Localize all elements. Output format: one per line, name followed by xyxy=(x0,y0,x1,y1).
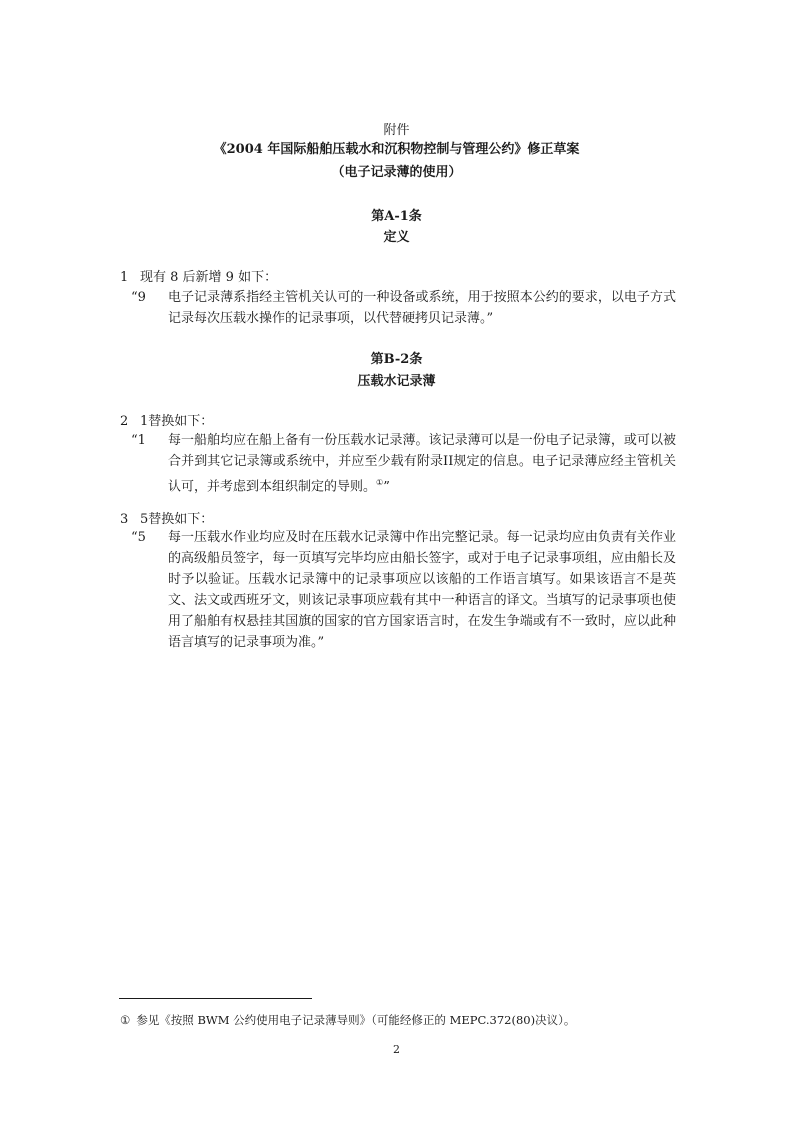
page-number: 2 xyxy=(393,1043,400,1056)
quote-paragraph-9 xyxy=(131,287,676,329)
quote-number: “9 xyxy=(131,290,146,305)
footnote-text: 参见《按照 BWM 公约使用电子记录薄导则》（可能经修正的 MEPC.372(80)决议）。 xyxy=(136,1013,576,1027)
annex-label: 附件 xyxy=(383,123,410,138)
quote-close: ” xyxy=(383,479,390,495)
rule-a1-number: 第A-1条 xyxy=(371,209,422,224)
quote-text: 每一压载水作业均应及时在压载水记录簿中作出完整记录。每一记录均应由负责有关作业的高级船员签字，每一页填写完毕均应由船长签字，或对于电子记录事项组，应由船长及时予以验证。压载水记录簿中的记录事项应以该船的工作语言填写。如果该语言不是英文、法文或西班牙文，则该记录事项应载有其中一种语言的译文。当填写的记录事项也使用了船舶有权悬挂其国旗的国家的官方国家语言时，在发生争端或有不一致时，应以此种语言填写的记录事项为准。” xyxy=(168,530,676,650)
paragraph-number: 2 xyxy=(120,414,129,429)
document-subtitle: （电子记录薄的使用） xyxy=(331,165,462,180)
paragraph-intro-text: 5替换如下： xyxy=(140,512,214,527)
footnote-mark: ① xyxy=(120,1013,131,1027)
footnote-reference[interactable]: ① xyxy=(376,478,384,487)
rule-b2-number: 第B-2条 xyxy=(370,352,423,367)
quote-text-container xyxy=(168,430,676,497)
rule-a1-name: 定义 xyxy=(383,230,410,245)
paragraph-2-intro xyxy=(120,410,213,429)
quote-paragraph-5 xyxy=(131,527,676,653)
paragraph-intro-text: 1替换如下： xyxy=(140,414,214,429)
quote-text: 每一船舶均应在船上备有一份压载水记录薄。该记录薄可以是一份电子记录簿，或可以被合并到其它记录簿或系统中，并应至少载有附录II规定的信息。电子记录薄应经主管机关认可，并考虑到本组织制定的导则。 xyxy=(168,433,676,495)
paragraph-intro-text: 现有 8 后新增 9 如下： xyxy=(140,270,278,285)
footnote xyxy=(120,1012,575,1028)
quote-text: 电子记录薄系指经主管机关认可的一种设备或系统，用于按照本公约的要求，以电子方式记录每次压载水操作的记录事项，以代替硬拷贝记录薄。” xyxy=(168,290,676,326)
paragraph-3-intro xyxy=(120,508,213,527)
quote-paragraph-1 xyxy=(131,430,676,497)
rule-b2-name: 压载水记录薄 xyxy=(357,374,436,389)
quote-number: “1 xyxy=(131,433,146,448)
document-title: 《2004 年国际船舶压载水和沉积物控制与管理公约》修正草案 xyxy=(213,142,580,157)
quote-number: “5 xyxy=(131,530,146,545)
paragraph-number: 3 xyxy=(120,512,129,527)
paragraph-number: 1 xyxy=(120,270,129,285)
paragraph-1-intro xyxy=(120,266,277,285)
footnote-separator xyxy=(119,998,312,999)
